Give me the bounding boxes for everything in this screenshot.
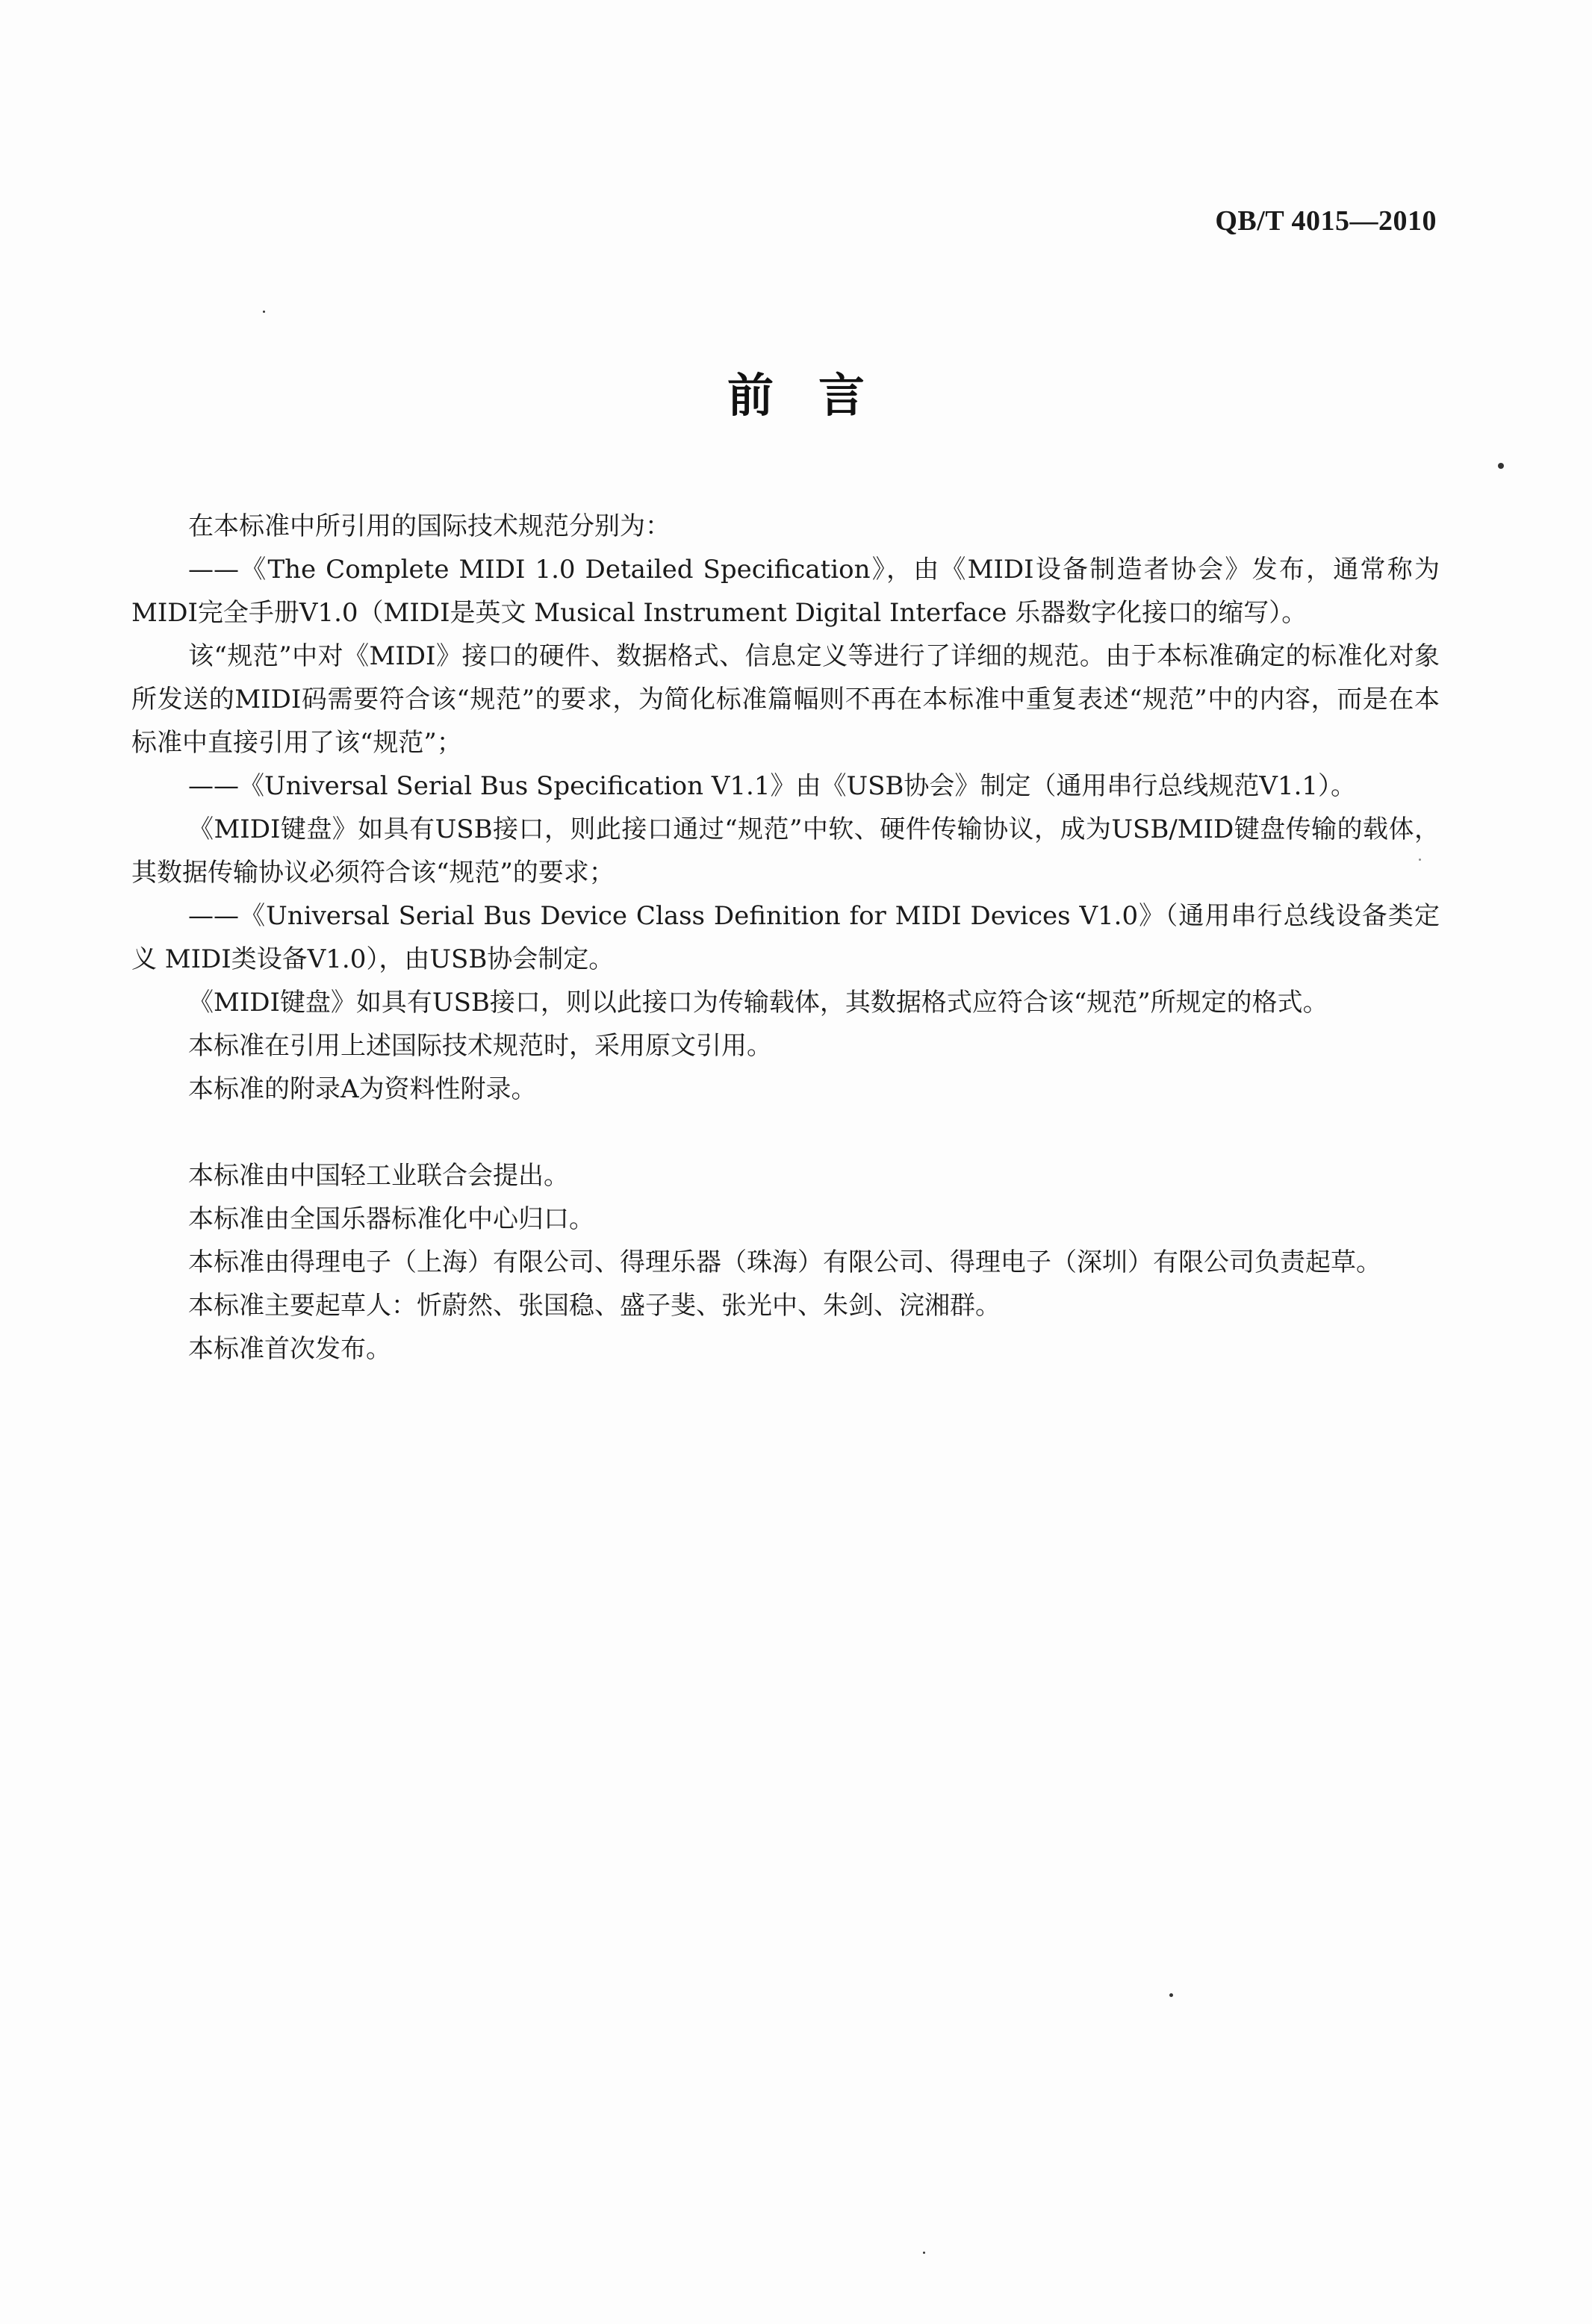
page-title: 前言 (727, 368, 910, 423)
paragraph-appendix: 本标准的附录A为资料性附录。 (188, 1074, 537, 1104)
paragraph-centralized: 本标准由全国乐器标准化中心归口。 (188, 1204, 594, 1234)
paragraph-first-release: 本标准首次发布。 (188, 1334, 391, 1364)
paragraph-intro: 在本标准中所引用的国际技术规范分别为： (188, 511, 671, 541)
paragraph-drafting-units: 本标准由得理电子（上海）有限公司、得理乐器（珠海）有限公司、得理电子（深圳）有限公司负责起草。 (188, 1247, 1381, 1277)
scan-speck (923, 2252, 925, 2254)
paragraph-midi-spec: ——《The Complete MIDI 1.0 Detailed Specification》，由《MIDI设备制造者协会》发布，通常称为MIDI完全手册V1.0（MIDI是英文 Musical Instrument Digital Interface 乐器数字化接口的缩写）。 (131, 555, 1440, 628)
foreword-body (131, 505, 1440, 1371)
scan-speck (1419, 859, 1421, 861)
paragraph-usb-spec: ——《Universal Serial Bus Specification V1.1》由《USB协会》制定（通用串行总线规范V1.1）。 (188, 771, 1357, 801)
scan-speck (263, 311, 265, 313)
paragraph-proposer: 本标准由中国轻工业联合会提出。 (188, 1161, 569, 1191)
paragraph-usb-midi-spec: ——《Universal Serial Bus Device Class Definition for MIDI Devices V1.0》（通用串行总线设备类定义 MIDI类设备V1.0），由USB协会制定。 (131, 901, 1440, 974)
paragraph-midi-spec-detail: 该“规范”中对《MIDI》接口的硬件、数据格式、信息定义等进行了详细的规范。由于本标准确定的标准化对象所发送的MIDI码需要符合该“规范”的要求，为简化标准篇幅则不再在本标准中重复表述“规范”中的内容，而是在本标准中直接引用了该“规范”； (131, 641, 1440, 758)
standard-number: QB/T 4015—2010 (1215, 205, 1437, 237)
scan-speck (1169, 1993, 1173, 1997)
paragraph-usb-spec-detail: 《MIDI键盘》如具有USB接口，则此接口通过“规范”中软、硬件传输协议，成为USB/MID键盘传输的载体，其数据传输协议必须符合该“规范”的要求； (131, 814, 1440, 888)
paragraph-citation-method: 本标准在引用上述国际技术规范时，采用原文引用。 (188, 1031, 772, 1061)
scan-speck (1498, 463, 1504, 469)
paragraph-drafters: 本标准主要起草人：忻蔚然、张国稳、盛子斐、张光中、朱剑、浣湘群。 (188, 1291, 1001, 1321)
paragraph-usb-midi-spec-detail: 《MIDI键盘》如具有USB接口，则以此接口为传输载体，其数据格式应符合该“规范”所规定的格式。 (188, 988, 1328, 1018)
